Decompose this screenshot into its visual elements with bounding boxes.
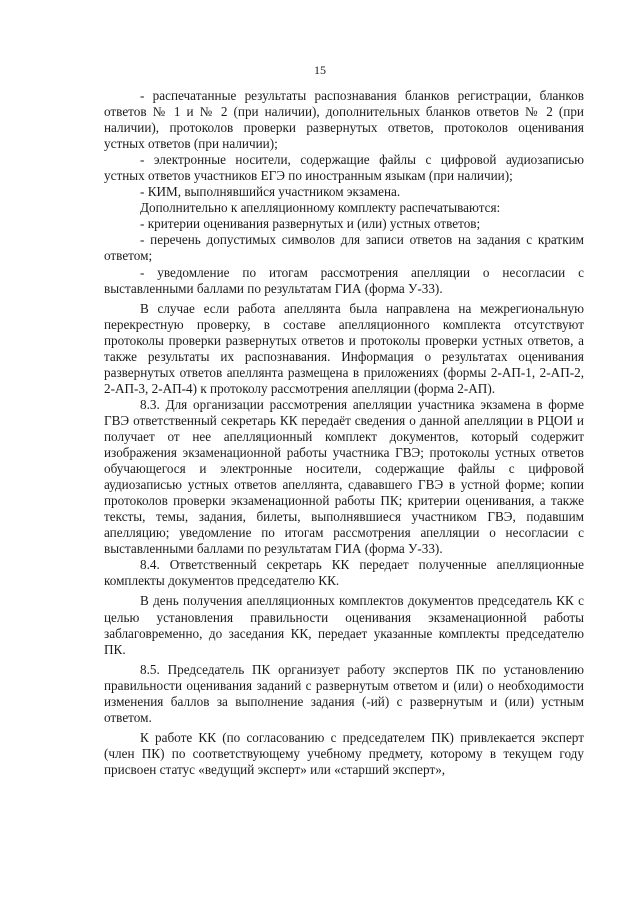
paragraph: Дополнительно к апелляционному комплекту распечатываются: <box>140 200 501 216</box>
paragraph: 8.5. Председатель ПК организует работу экспертов ПК по установлению правильности оценивания заданий с развернутым ответом и (или) о необходимости изменения баллов за выполнение задания (-ий) с развернутым и (или) устным ответом. <box>104 661 584 725</box>
page-number: 15 <box>314 63 326 77</box>
paragraph: В случае если работа апеллянта была направлена на межрегиональную перекрестную проверку, в составе апелляционного комплекта отсутствуют протоколы проверки развернутых ответов и протоколы проверки устных ответов, а также результаты их распознавания. Информация о результатах оценивания развернутых ответов апеллянта размещена в приложениях (формы 2-АП-1, 2-АП-2, 2-АП-3, 2-АП-4) к протоколу рассмотрения апелляции (форма 2-АП). <box>104 300 584 396</box>
paragraph: - критерии оценивания развернутых и (или) устных ответов; <box>140 216 481 232</box>
paragraph: 8.4. Ответственный секретарь КК передает полученные апелляционные комплекты документов председателю КК. <box>104 557 584 589</box>
paragraph: 8.3. Для организации рассмотрения апелляции участника экзамена в форме ГВЭ ответственный секретарь КК передаёт сведения о данной апелляции в РЦОИ и получает от нее апелляционный комплект документов, который содержит изображения экзаменационной работы участника ГВЭ; протоколы устных ответов обучающегося и электронные носители, содержащие файлы с цифровой аудиозаписью устных ответов апеллянта, сдававшего ГВЭ в устной форме; копии протоколов проверки экзаменационной работы ПК; критерии оценивания, а также тексты, темы, задания, билеты, выполнявшиеся участником ГВЭ, подавшим апелляцию; уведомление по итогам рассмотрения апелляции о несогласии с выставленными баллами по результатам ГИА (форма У-33). <box>104 396 584 557</box>
paragraph: - распечатанные результаты распознавания бланков регистрации, бланков ответов № 1 и № 2 (при наличии), дополнительных бланков ответов № 2 (при наличии), протоколов проверки развернутых ответов, протоколов оценивания устных ответов (при наличии); <box>104 88 584 152</box>
paragraph: К работе КК (по согласованию с председателем ПК) привлекается эксперт (член ПК) по соответствующему учебному предмету, которому в текущем году присвоен статус «ведущий эксперт» или «старший эксперт», <box>104 729 584 777</box>
paragraph: - электронные носители, содержащие файлы с цифровой аудиозаписью устных ответов участников ЕГЭ по иностранным языкам (при наличии); <box>104 152 584 184</box>
document-body <box>104 88 584 778</box>
paragraph: - КИМ, выполнявшийся участником экзамена. <box>140 184 401 200</box>
paragraph: В день получения апелляционных комплектов документов председатель КК с целью установления правильности оценивания экзаменационной работы заблаговременно, до заседания КК, передает указанные комплекты председателю ПК. <box>104 593 584 657</box>
paragraph: - перечень допустимых символов для записи ответов на задания с кратким ответом; <box>104 232 584 264</box>
paragraph: - уведомление по итогам рассмотрения апелляции о несогласии с выставленными баллами по результатам ГИА (форма У-33). <box>104 264 584 296</box>
